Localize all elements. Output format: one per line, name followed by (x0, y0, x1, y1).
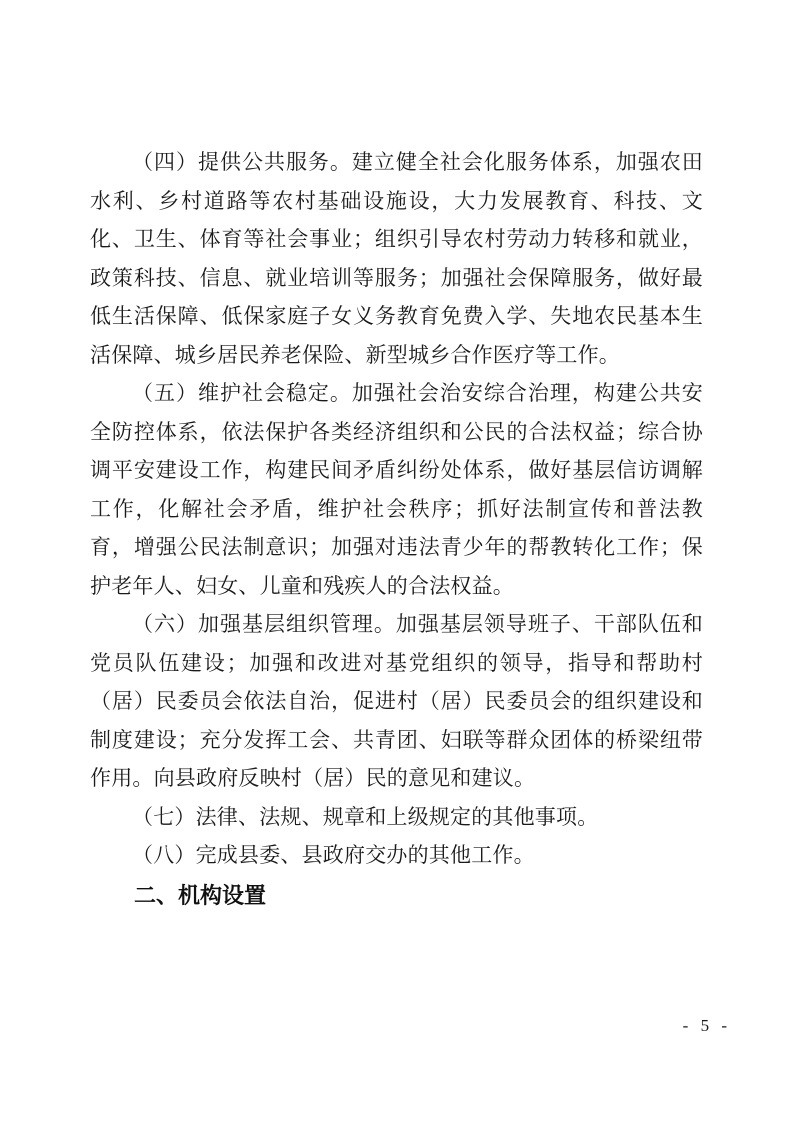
page-number: - 5 - (682, 1016, 731, 1035)
paragraph-item-6: （六）加强基层组织管理。加强基层领导班子、干部队伍和党员队伍建设；加强和改进对基党组织的领导，指导和帮助村（居）民委员会依法自治，促进村（居）民委员会的组织建设和制度建设；充分发挥工会、共青团、妇联等群众团体的桥梁纽带作用。向县政府反映村（居）民的意见和建议。 (90, 612, 703, 790)
paragraph-item-5: （五）维护社会稳定。加强社会治安综合治理，构建公共安全防控体系，依法保护各类经济组织和公民的合法权益；综合协调平安建设工作，构建民间矛盾纠纷处体系，做好基层信访调解工作，化解社会矛盾，维护社会秩序；抓好法制宣传和普法教育，增强公民法制意识；加强对违法青少年的帮教转化工作；保护老年人、妇女、儿童和残疾人的合法权益。 (90, 381, 703, 598)
document-body (90, 143, 703, 915)
paragraph-item-8: （八）完成县委、县政府交办的其他工作。 (132, 843, 535, 867)
paragraph-item-4: （四）提供公共服务。建立健全社会化服务体系，加强农田水利、乡村道路等农村基础设施设，大力发展教育、科技、文化、卫生、体育等社会事业；组织引导农村劳动力转移和就业，政策科技、信息、就业培训等服务；加强社会保障服务，做好最低生活保障、低保家庭子女义务教育免费入学、失地农民基本生活保障、城乡居民养老保险、新型城乡合作医疗等工作。 (90, 150, 703, 367)
section-heading-organization-setup: 二、机构设置 (134, 882, 267, 908)
paragraph-item-7: （七）法律、法规、规章和上级规定的其他事项。 (132, 804, 599, 829)
